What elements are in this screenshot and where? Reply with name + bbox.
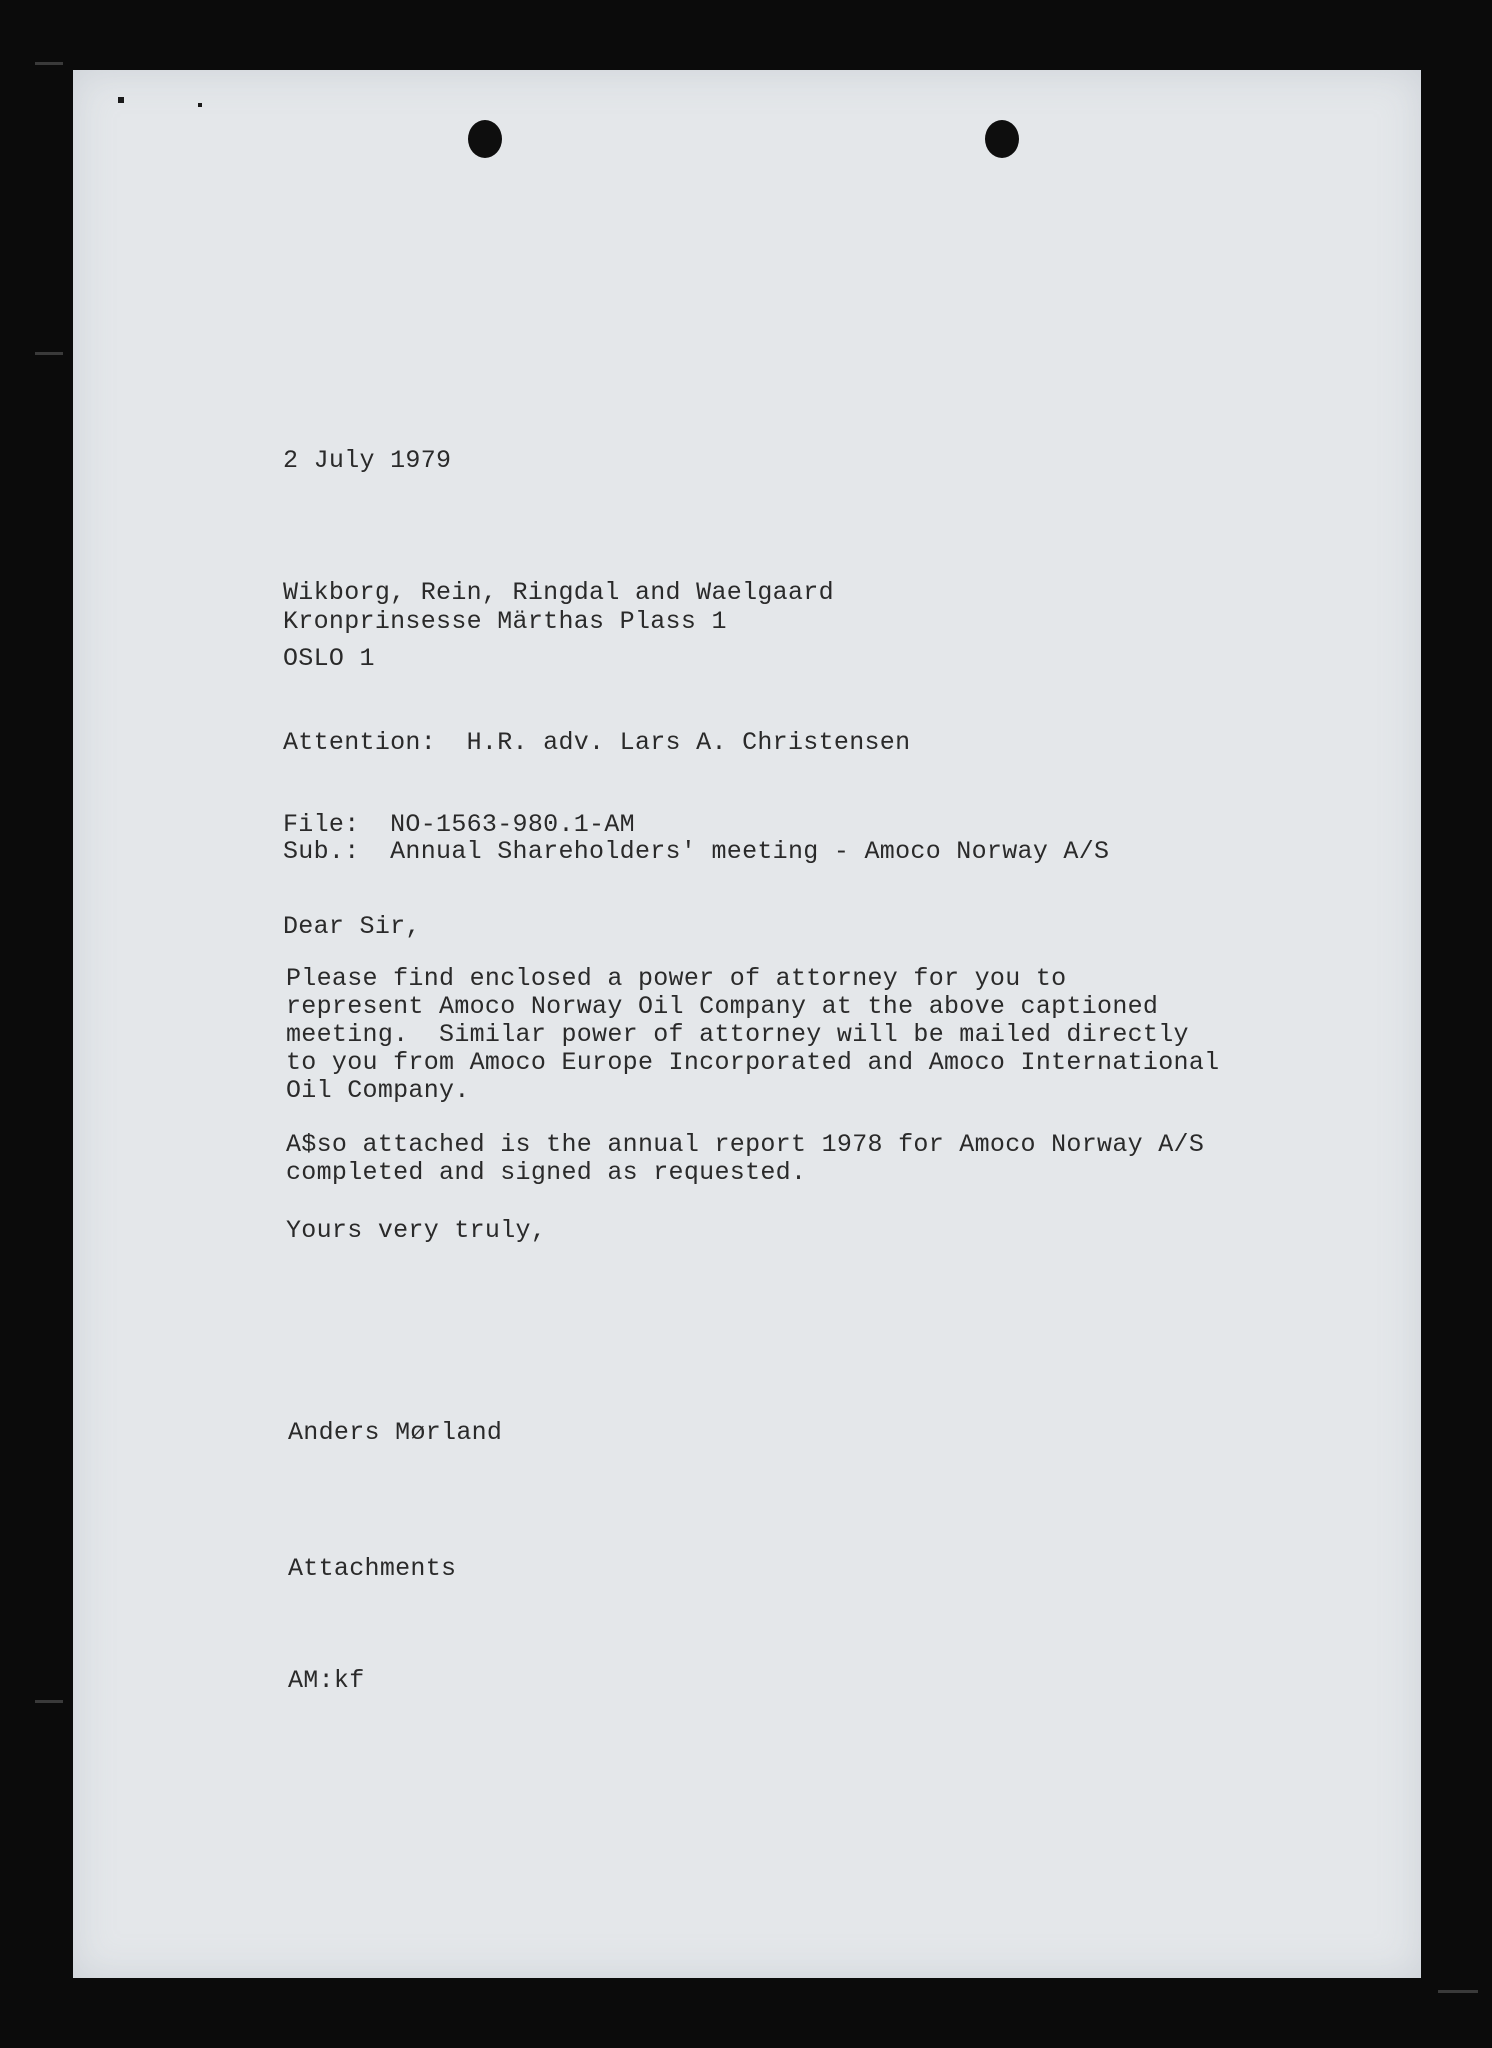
ink-speck bbox=[118, 97, 124, 103]
closing: Yours very truly, bbox=[286, 1216, 547, 1245]
edge-mark bbox=[35, 62, 63, 65]
letter-sheet bbox=[73, 70, 1421, 1978]
attention-line: Attention: H.R. adv. Lars A. Christensen bbox=[283, 728, 911, 757]
recipient-name: Wikborg, Rein, Ringdal and Waelgaard bbox=[283, 578, 834, 607]
file-reference: File: NO-1563-980.1-AM bbox=[283, 810, 635, 839]
enclosure-note: Attachments bbox=[288, 1554, 457, 1583]
ink-speck bbox=[198, 103, 202, 107]
edge-mark bbox=[35, 1700, 63, 1703]
edge-mark bbox=[35, 352, 63, 355]
paragraph-1-line: meeting. Similar power of attorney will be mailed directly bbox=[286, 1020, 1189, 1049]
typist-reference: AM:kf bbox=[288, 1666, 365, 1695]
paragraph-1-line: represent Amoco Norway Oil Company at the above captioned bbox=[286, 992, 1159, 1021]
edge-mark bbox=[1438, 1990, 1478, 1993]
subject-line: Sub.: Annual Shareholders' meeting - Amoco Norway A/S bbox=[283, 837, 1110, 866]
recipient-street: Kronprinsesse Märthas Plass 1 bbox=[283, 607, 727, 636]
paragraph-2-line: A$so attached is the annual report 1978 for Amoco Norway A/S bbox=[286, 1130, 1205, 1159]
paragraph-2-line: completed and signed as requested. bbox=[286, 1158, 807, 1187]
punch-hole-left bbox=[468, 120, 502, 158]
signatory-name: Anders Mørland bbox=[288, 1418, 503, 1447]
salutation: Dear Sir, bbox=[283, 912, 421, 941]
paragraph-1-line: to you from Amoco Europe Incorporated and Amoco International bbox=[286, 1048, 1220, 1077]
letter-date: 2 July 1979 bbox=[283, 446, 452, 475]
paragraph-1-line: Please find enclosed a power of attorney for you to bbox=[286, 964, 1067, 993]
letter-body bbox=[283, 446, 1220, 1695]
punch-hole-right bbox=[985, 120, 1019, 158]
recipient-city: OSLO 1 bbox=[283, 644, 375, 673]
paragraph-1-line: Oil Company. bbox=[286, 1076, 470, 1105]
